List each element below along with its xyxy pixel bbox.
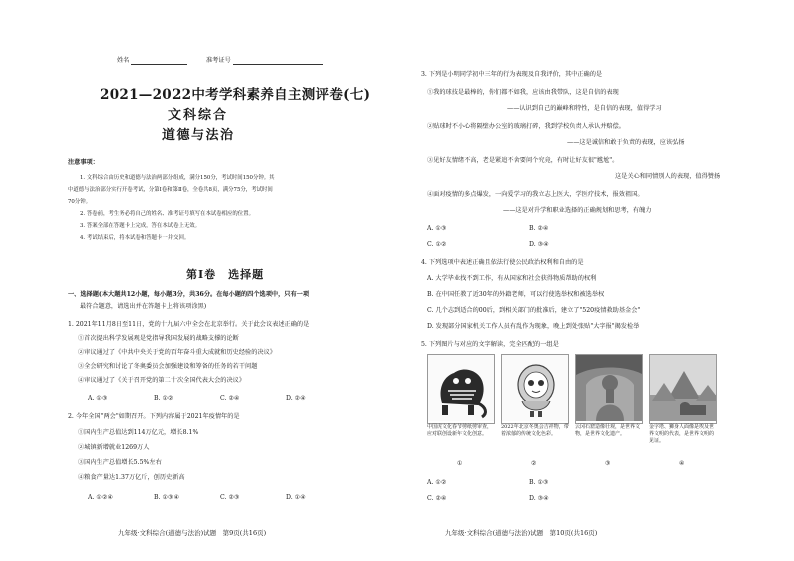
notice-line-4: 2. 答卷前，考生务必将自己的姓名、准考证号填写在本试卷相应的位置。 xyxy=(80,211,254,217)
q4-option-b: B. 在中国任教了近30年的外籍老师，可以行使选举权和被选举权 xyxy=(427,291,605,298)
section-title: 第Ⅰ卷 选择题 xyxy=(186,268,265,281)
part1-line-2: 最符合题意，请选出并在答题卡上将该项涂黑) xyxy=(80,303,207,310)
name-blank xyxy=(131,57,187,65)
q5-option-a: A. ①② xyxy=(427,479,447,486)
q1-item-3: ③全会研究和讨论了冬奥委员会加强建设和筹备的任务的若干问题 xyxy=(78,363,258,370)
q5-option-d: D. ③④ xyxy=(529,495,549,502)
q3-eval-3: 这是关心和同情别人的表现，值得赞扬 xyxy=(615,173,721,180)
picture-number-2: ② xyxy=(531,460,537,467)
notice-line-5: 3. 答案全部在答题卡上完成，答在本试卷上无效。 xyxy=(80,223,201,229)
q2-option-d: D. ①④ xyxy=(286,494,306,501)
caption-2: 2022年北京冬奥会吉祥物，带着浓郁的传统文化色彩。 xyxy=(501,424,569,437)
q3-stem: 3. 下列是小明同学初中三年的行为表现及自我评价，其中正确的是 xyxy=(421,71,603,78)
q2-item-1: ①国内生产总值达到114万亿元，增长8.1% xyxy=(78,429,199,436)
q2-option-a: A. ①②④ xyxy=(88,494,114,501)
q4-option-a: A. 大学毕业找不到工作，有从国家和社会获得物质帮助的权利 xyxy=(427,275,597,282)
q2-item-2: ②城镇新增就业1269万人 xyxy=(78,444,150,451)
q1-item-1: ①首次提出科学发展观是党指导我国发展的战略支撑的论断 xyxy=(78,335,239,342)
caption-4: 金字塔、狮身人面像是埃及世界文明的代表，是世界文明的见证。 xyxy=(649,424,715,444)
q3-eval-4: ——这是对升学和职业选择的正确规划和思考，有魄力 xyxy=(503,207,652,214)
q2-option-c: C. ②③ xyxy=(220,494,240,501)
q3-eval-2: ——这是诚信和敢于负责的表现，应该弘扬 xyxy=(567,139,685,146)
q1-stem: 1. 2021年11月8日至11日，党的十九届六中全会在北京举行。关于此会议表述正确的是 xyxy=(68,321,310,328)
exam-title: 2021—2022中考学科素养自主测评卷(七) xyxy=(100,87,371,103)
q2-item-4: ④粮食产量达1.37万亿斤，创历史新高 xyxy=(78,474,185,481)
q3-option-b: B. ②④ xyxy=(529,225,549,232)
id-blank xyxy=(233,57,323,65)
q3-eval-1: ——认识到自己的巅峰和特性，是自信的表现，值得学习 xyxy=(507,105,662,112)
q2-option-b: B. ①③④ xyxy=(154,494,180,501)
right-page xyxy=(397,0,794,561)
q1-item-2: ②审议通过了《中共中央关于党的百年奋斗重大成就和历史经验的决议》 xyxy=(78,349,276,356)
left-footer: 九年级·文科综合(道德与法治)试题 第9页(共16页) xyxy=(118,529,267,537)
q3-item-3: ③见好友情绪不高，老是紧追不舍要问个究竟，有时让好友很"尴尬"。 xyxy=(427,157,619,164)
q2-stem: 2. 今年全国"两会"如期召开。下列内容属于2021年疫情年的是 xyxy=(68,413,240,420)
tiger-icon xyxy=(428,355,495,421)
pyramids-image xyxy=(649,354,717,424)
q1-option-d: D. ②④ xyxy=(286,395,306,402)
picture-number-4: ④ xyxy=(679,460,685,467)
name-label: 姓名 xyxy=(117,56,187,65)
q5-option-c: C. ②④ xyxy=(427,495,447,502)
exam-subject: 道德与法治 xyxy=(162,128,235,143)
buddha-statue-icon xyxy=(576,355,643,421)
q1-item-4: ④审议通过了《关于召开党的第二十次全国代表大会的决议》 xyxy=(78,377,246,384)
notice-line-3: 70分钟。 xyxy=(68,199,92,205)
q3-option-c: C. ①② xyxy=(427,241,447,248)
notice-line-2: 中道德与法治部分实行开卷考试，分第Ⅰ卷和第Ⅱ卷，全卷共8页，满分75分，考试时间 xyxy=(68,187,273,193)
notice-heading: 注意事项： xyxy=(68,159,99,166)
picture-number-3: ③ xyxy=(605,460,611,467)
mascot-icon xyxy=(502,355,569,421)
picture-number-1: ① xyxy=(457,460,463,467)
part1-line-1: 一、选择题(本大题共12小题，每小题3分，共36分。在每小题的四个选项中，只有一项 xyxy=(68,291,310,298)
papercut-tiger-image xyxy=(427,354,495,424)
q3-item-1: ①我的球技是最棒的，你们都不如我，应该由我带队，这是自信的表现 xyxy=(427,89,619,96)
mascot-image xyxy=(501,354,569,424)
right-footer: 九年级·文科综合(道德与法治)试题 第10页(共16页) xyxy=(445,529,598,537)
q4-option-d: D. 发现部分国家机关工作人员有乱作为现象，晚上到处张贴"大字报"揭发检举 xyxy=(427,323,640,330)
caption-3: 云冈石窟造像壮观，是世界文物，是世界文化遗产。 xyxy=(575,424,641,437)
caption-1: 中国虎文化春节剪纸剪审查，应对联创设新年文化创意。 xyxy=(427,424,493,437)
q3-option-a: A. ①③ xyxy=(427,225,447,232)
exam-subtitle: 文科综合 xyxy=(168,108,229,123)
q2-item-3: ③国内生产总值增长5.5%左右 xyxy=(78,459,162,466)
pyramid-icon xyxy=(650,355,717,421)
id-label: 准考证号 xyxy=(206,56,323,65)
q4-option-c: C. 几个志到适合的00后，到相关部门的批准后，建立了"520疫情救助基金会" xyxy=(427,307,641,314)
q3-item-4: ④面对疫情的多点爆发，一向爱学习的我立志上医大，学医疗技术，报效祖国。 xyxy=(427,191,644,198)
notice-line-6: 4. 考试结束后，将本试卷和答题卡一并交回。 xyxy=(80,235,190,241)
q3-item-2: ②贴球时不小心将隔壁办公室的玻璃打碎，我到学校负责人承认并赔偿。 xyxy=(427,123,625,130)
q1-option-a: A. ①③ xyxy=(88,395,108,402)
q4-stem: 4. 下列选项中表述正确且依法行使公民政治权利和自由的是 xyxy=(421,259,584,266)
q5-stem: 5. 下列图片与对应的文字解读，完全匹配的一组是 xyxy=(421,341,559,348)
q3-option-d: D. ③④ xyxy=(529,241,549,248)
q1-option-c: C. ②④ xyxy=(220,395,240,402)
notice-line-1: 1. 文科综合由历史和道德与法治两部分组成，满分150分，考试时间150分钟。其 xyxy=(80,175,275,181)
q1-option-b: B. ①② xyxy=(154,395,174,402)
q5-option-b: B. ①③ xyxy=(529,479,549,486)
grottoes-image xyxy=(575,354,643,424)
